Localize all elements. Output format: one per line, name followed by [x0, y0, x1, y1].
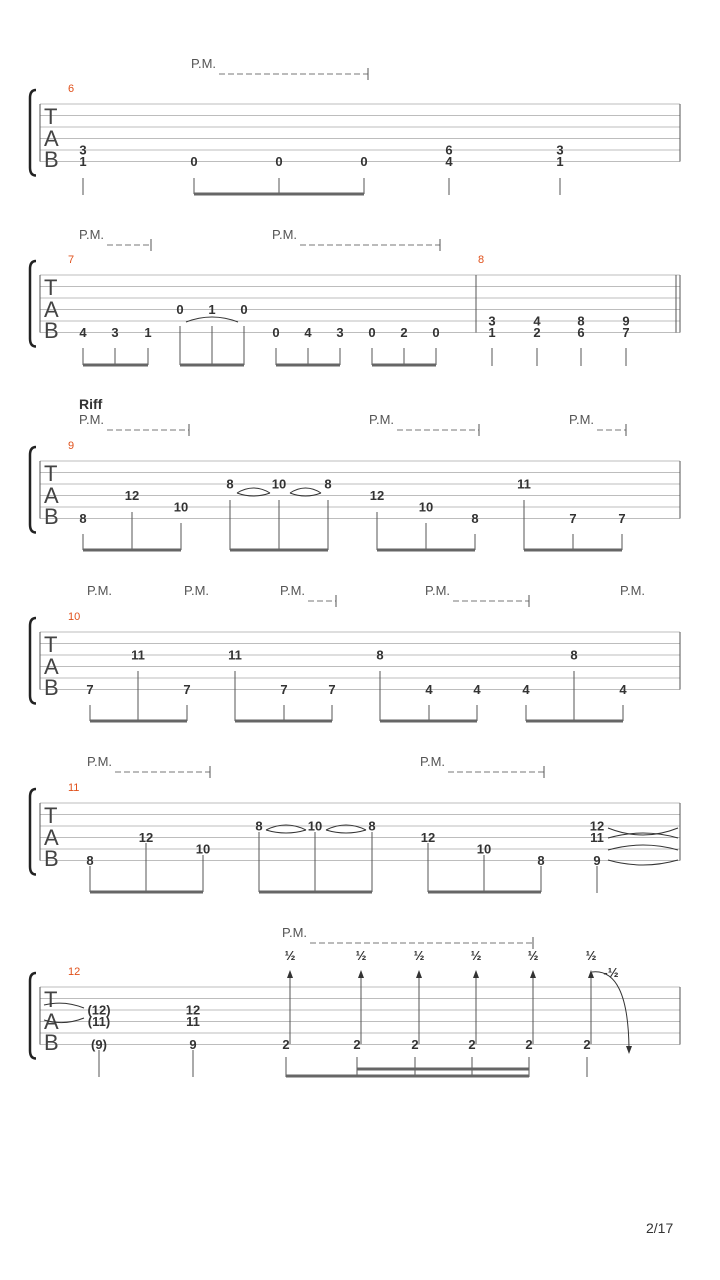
fret-number: 8	[324, 476, 332, 492]
fret-number: 3	[79, 142, 87, 158]
fret-number: 7	[328, 682, 336, 697]
tab-letter-t: T	[44, 803, 58, 828]
tab-letter-a: A	[44, 483, 59, 508]
bend-arrowhead	[416, 970, 422, 978]
bend-arrowhead	[287, 970, 293, 978]
tab-letter-t: T	[44, 461, 58, 486]
palm-mute-label: P.M.	[282, 925, 308, 940]
fret-number: 0	[275, 154, 283, 169]
tab-letter-t: T	[44, 275, 58, 300]
tied-fret-number: (9)	[91, 1037, 107, 1052]
staff-brace	[30, 973, 36, 1059]
fret-number: 7	[622, 325, 630, 340]
fret-number: 12	[138, 830, 154, 845]
tied-fret-number: (12)	[87, 1002, 111, 1018]
measure-number: 7	[68, 254, 75, 266]
bend-arrowhead	[530, 970, 536, 978]
slur	[237, 488, 270, 493]
fret-number: 9	[622, 313, 630, 329]
bend-amount: ½	[585, 948, 597, 963]
palm-mute-label: P.M.	[191, 56, 217, 71]
fret-number: 6	[445, 142, 453, 158]
fret-number: 10	[271, 476, 287, 492]
fret-number: 2	[353, 1037, 361, 1052]
bend-amount: ½	[470, 948, 482, 963]
fret-number: 12	[589, 818, 605, 834]
fret-number: 9	[593, 853, 601, 868]
fret-number: 10	[173, 499, 189, 515]
tab-letter-a: A	[44, 1009, 59, 1034]
tab-letter-t: T	[44, 104, 58, 129]
fret-number: 1	[144, 325, 152, 340]
tab-letter-a: A	[44, 126, 59, 151]
tab-letter-t: T	[44, 632, 58, 657]
palm-mute-label: P.M.	[272, 227, 298, 242]
tab-letter-b: B	[44, 318, 59, 343]
fret-number: 4	[425, 682, 433, 697]
bend-arrowhead	[588, 970, 594, 978]
fret-number: 1	[556, 154, 564, 169]
fret-number: 12	[420, 830, 436, 845]
fret-number: 2	[411, 1037, 419, 1052]
fret-number: 8	[255, 818, 263, 834]
tied-fret-number: (11)	[87, 1014, 111, 1029]
fret-number: 11	[590, 830, 604, 845]
fret-number: 12	[124, 488, 140, 503]
fret-number: 3	[336, 325, 344, 340]
fret-number: 4	[79, 325, 87, 340]
bend-arrowhead	[473, 970, 479, 978]
tab-letter-a: A	[44, 297, 59, 322]
fret-number: 0	[272, 325, 280, 340]
fret-number: 8	[86, 853, 94, 868]
palm-mute-label: P.M.	[569, 412, 595, 427]
fret-number: 7	[618, 511, 626, 526]
fret-number: 0	[240, 302, 248, 317]
tab-letter-t: T	[44, 987, 58, 1012]
measure-number: 11	[68, 782, 80, 794]
palm-mute-label: P.M.	[369, 412, 395, 427]
tab-letter-b: B	[44, 675, 59, 700]
fret-number: 0	[368, 325, 376, 340]
palm-mute-label: P.M.	[184, 583, 210, 598]
staff-brace	[30, 789, 36, 875]
fret-number: 2	[583, 1037, 591, 1052]
fret-number: 0	[190, 154, 198, 169]
fret-number: 0	[176, 302, 184, 317]
fret-number: 11	[186, 1014, 200, 1029]
fret-number: 10	[418, 499, 434, 515]
bend-amount: ½	[413, 948, 425, 963]
slur	[290, 488, 321, 493]
staff-brace	[30, 90, 36, 176]
palm-mute-label: P.M.	[420, 754, 446, 769]
measure-number: 12	[68, 966, 81, 978]
fret-number: 1	[79, 154, 87, 169]
fret-number: 11	[517, 476, 531, 492]
page-number: 2/17	[646, 1220, 674, 1236]
palm-mute-label: P.M.	[425, 583, 451, 598]
tab-letter-b: B	[44, 1030, 59, 1055]
palm-mute-label: P.M.	[280, 583, 306, 598]
tab-letter-a: A	[44, 825, 59, 850]
bend-amount: ½	[527, 948, 539, 963]
measure-number: 6	[68, 83, 75, 95]
fret-number: 7	[280, 682, 288, 697]
bend-amount: ½	[284, 948, 296, 963]
fret-number: 3	[556, 142, 564, 158]
measure-number: 8	[478, 254, 485, 266]
palm-mute-label: P.M.	[620, 583, 646, 598]
fret-number: 10	[307, 818, 323, 834]
section-label: Riff	[79, 396, 103, 412]
release-arrowhead	[626, 1046, 632, 1054]
palm-mute-label: P.M.	[79, 227, 105, 242]
fret-number: 12	[185, 1002, 201, 1018]
tab-letter-b: B	[44, 504, 59, 529]
fret-number: 8	[226, 476, 234, 492]
fret-number: 8	[471, 511, 479, 526]
fret-number: 6	[577, 325, 585, 340]
release-amount: -½	[603, 965, 619, 980]
fret-number: 1	[488, 325, 496, 340]
fret-number: 2	[282, 1037, 290, 1052]
fret-number: 2	[400, 325, 408, 340]
fret-number: 10	[195, 841, 211, 857]
bend-amount: ½	[355, 948, 367, 963]
fret-number: 8	[537, 853, 545, 868]
fret-number: 8	[570, 647, 578, 663]
fret-number: 11	[228, 647, 242, 663]
tab-letter-a: A	[44, 654, 59, 679]
fret-number: 9	[189, 1037, 197, 1052]
staff-brace	[30, 261, 36, 347]
tab-letter-b: B	[44, 147, 59, 172]
fret-number: 8	[79, 511, 87, 526]
tie	[608, 828, 678, 835]
fret-number: 7	[183, 682, 191, 697]
fret-number: 4	[473, 682, 481, 697]
fret-number: 4	[533, 313, 541, 329]
fret-number: 2	[525, 1037, 533, 1052]
fret-number: 11	[131, 647, 145, 663]
palm-mute-label: P.M.	[87, 754, 113, 769]
fret-number: 12	[369, 488, 385, 503]
fret-number: 0	[432, 325, 440, 340]
fret-number: 7	[569, 511, 577, 526]
fret-number: 4	[619, 682, 627, 697]
bend-arrowhead	[358, 970, 364, 978]
palm-mute-label: P.M.	[87, 583, 113, 598]
fret-number: 8	[376, 647, 384, 663]
fret-number: 8	[577, 313, 585, 329]
fret-number: 4	[445, 154, 453, 169]
fret-number: 1	[208, 302, 216, 317]
slur	[326, 830, 366, 833]
palm-mute-label: P.M.	[79, 412, 105, 427]
staff-brace	[30, 618, 36, 704]
fret-number: 4	[522, 682, 530, 697]
fret-number: 4	[304, 325, 312, 340]
measure-number: 9	[68, 440, 75, 452]
fret-number: 8	[368, 818, 376, 834]
tab-letter-b: B	[44, 846, 59, 871]
fret-number: 3	[111, 325, 119, 340]
measure-number: 10	[68, 611, 81, 623]
fret-number: 2	[533, 325, 541, 340]
fret-number: 3	[488, 313, 496, 329]
fret-number: 0	[360, 154, 368, 169]
slur	[266, 830, 306, 833]
fret-number: 7	[86, 682, 94, 697]
fret-number: 2	[468, 1037, 476, 1052]
staff-brace	[30, 447, 36, 533]
fret-number: 10	[476, 841, 492, 857]
